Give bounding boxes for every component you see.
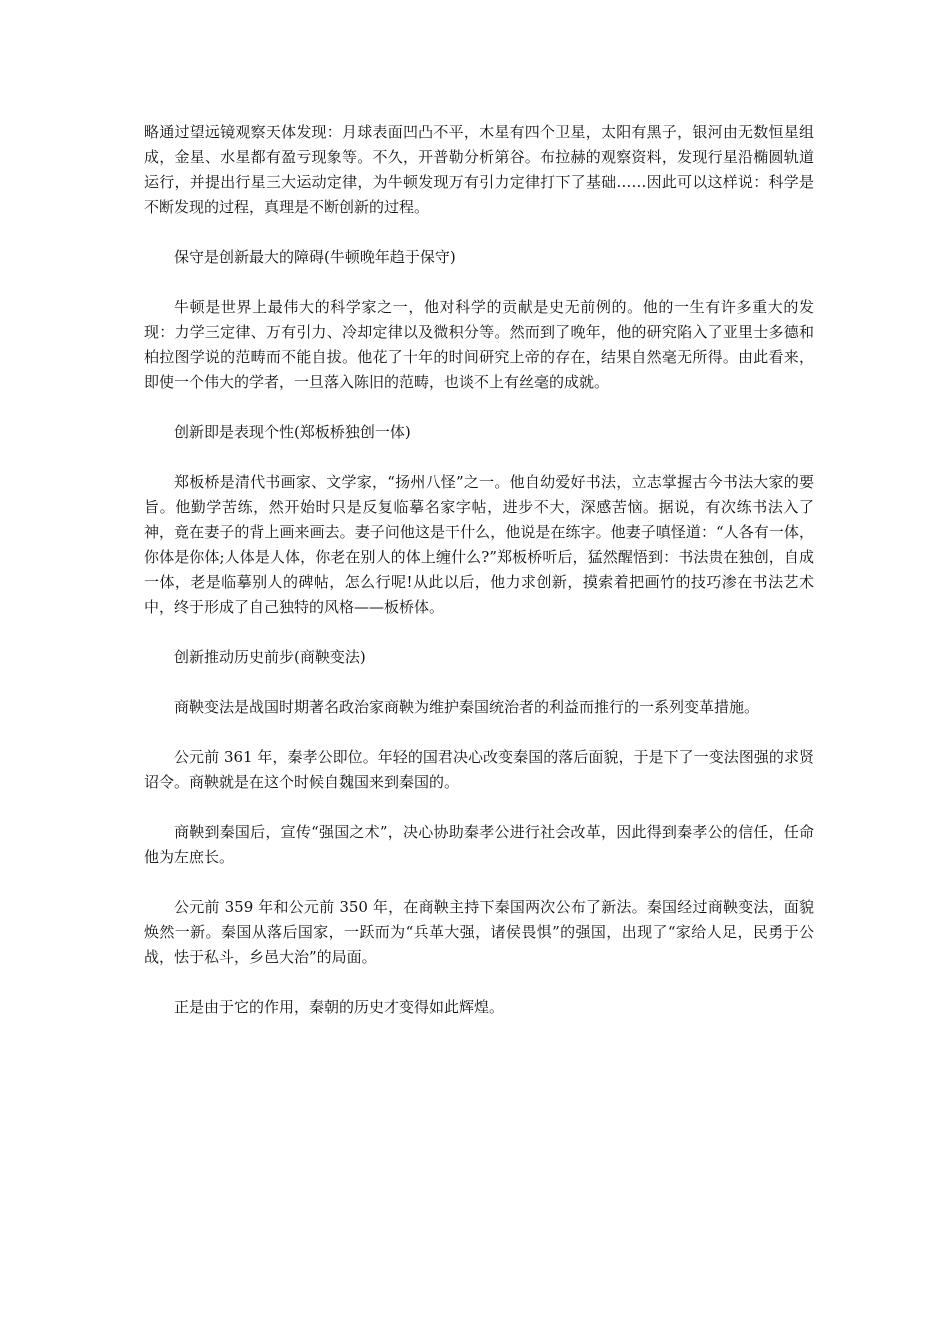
section-heading-zheng-banqiao: 创新即是表现个性(郑板桥独创一体): [174, 423, 411, 441]
paragraph-intro: 略通过望远镜观察天体发现：月球表面凹凸不平，木星有四个卫星，太阳有黑子，银河由无数恒星组成，金星、水星都有盈亏现象等。不久，开普勒分析第谷。布拉赫的观察资料，发现行星沿椭圆轨道运行，并提出行星三大运动定律，为牛顿发现万有引力定律打下了基础……因此可以这样说：科学是不断发现的过程，真理是不断创新的过程。: [144, 123, 814, 216]
section-heading-shang-yang: 创新推动历史前步(商鞅变法): [174, 648, 366, 666]
paragraph-new-laws: 公元前 359 年和公元前 350 年，在商鞅主持下秦国两次公布了新法。秦国经过商鞅变法，面貌焕然一新。秦国从落后国家，一跃而为“兵革大强，诸侯畏惧”的强国，出现了“家给人足，民勇于公战，怯于私斗，乡邑大治”的局面。: [144, 898, 814, 966]
paragraph-conclusion: 正是由于它的作用，秦朝的历史才变得如此辉煌。: [174, 998, 505, 1016]
document-body: [144, 120, 814, 1045]
paragraph-newton: 牛顿是世界上最伟大的科学家之一，他对科学的贡献是史无前例的。他的一生有许多重大的发现：力学三定律、万有引力、冷却定律以及微积分等。然而到了晚年，他的研究陷入了亚里士多德和柏拉图学说的范畴而不能自拔。他花了十年的时间研究上帝的存在，结果自然毫无所得。由此看来，即使一个伟大的学者，一旦落入陈旧的范畴，也谈不上有丝毫的成就。: [144, 298, 814, 391]
paragraph-shang-yang-arrival: 商鞅到秦国后，宣传“强国之术”，决心协助秦孝公进行社会改革，因此得到秦孝公的信任，任命他为左庶长。: [144, 823, 814, 866]
section-heading-newton: 保守是创新最大的障碍(牛顿晚年趋于保守): [174, 248, 456, 266]
paragraph-shang-yang-intro: 商鞅变法是战国时期著名政治家商鞅为维护秦国统治者的利益而推行的一系列变革措施。: [174, 698, 760, 716]
paragraph-qin-xiaogong: 公元前 361 年，秦孝公即位。年轻的国君决心改变秦国的落后面貌，于是下了一变法图强的求贤诏令。商鞅就是在这个时候自魏国来到秦国的。: [144, 748, 814, 791]
paragraph-zheng-banqiao: 郑板桥是清代书画家、文学家，“扬州八怪”之一。他自幼爱好书法，立志掌握古今书法大家的要旨。他勤学苦练，然开始时只是反复临摹名家字帖，进步不大，深感苦恼。据说，有次练书法入了神，竟在妻子的背上画来画去。妻子问他这是干什么，他说是在练字。他妻子嗔怪道：“人各有一体，你体是你体;人体是人体，你老在别人的体上缠什么?”郑板桥听后，猛然醒悟到：书法贵在独创，自成一体，老是临摹别人的碑帖，怎么行呢!从此以后，他力求创新，摸索着把画竹的技巧渗在书法艺术中，终于形成了自己独特的风格——板桥体。: [144, 473, 814, 616]
